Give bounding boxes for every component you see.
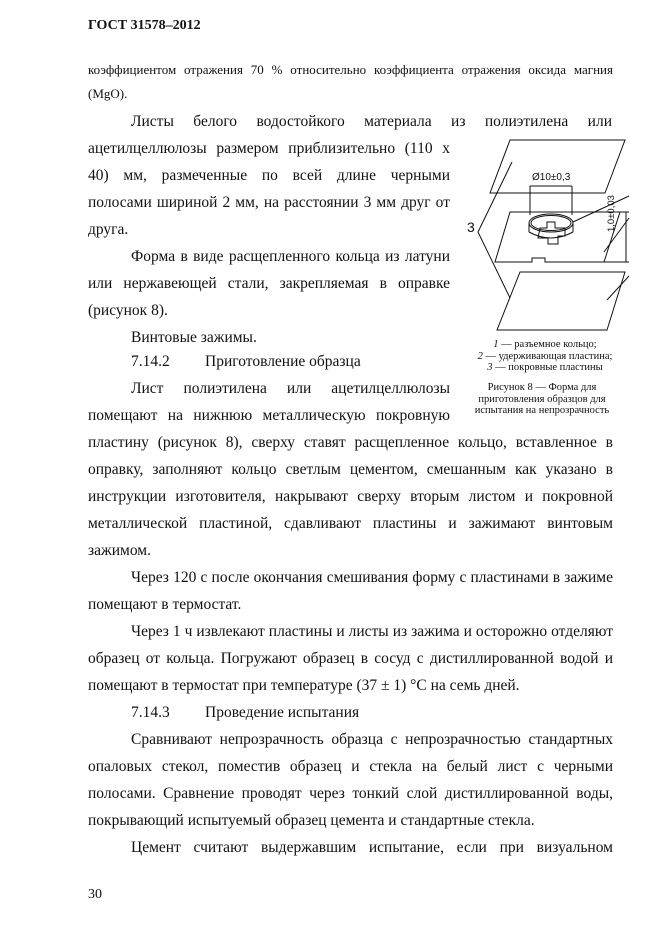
test-line-5: Цемент считают выдержавшим испытание, если при визуальном xyxy=(131,839,613,856)
clamps-line: Винтовые зажимы. xyxy=(131,329,257,346)
extract-line-1: Через 1 ч извлекают пластины и листы из зажима и осторожно отделяют xyxy=(131,623,613,640)
test-line-2: опаловых стекол, поместив образец и стекла на белый лист с черными xyxy=(88,758,613,775)
sheets-line-3: 40) мм, размеченные по всей длине черными xyxy=(88,167,450,184)
prep-line-1: Лист полиэтилена или ацетилцеллюлозы xyxy=(131,380,450,397)
prep-line-6: металлической пластиной, сдавливают пластины и зажимают винтовым xyxy=(88,515,613,532)
extract-line-2: образец от кольца. Погружают образец в сосуд с дистиллированной водой и xyxy=(88,650,613,667)
thermostat-line-2: помещают в термостат. xyxy=(88,596,242,613)
sheets-line-2: ацетилцеллюлозы размером приблизительно (110 х xyxy=(88,140,450,157)
thermostat-line-1: Через 120 с после окончания смешивания форму с пластинами в зажиме xyxy=(131,569,613,586)
extract-line-3: помещают в термостат при температуре (37 ± 1) °С на семь дней. xyxy=(88,677,520,694)
sheets-line-5: друга. xyxy=(88,221,129,238)
section-7-14-3-number: 7.14.3 xyxy=(131,704,170,721)
form-line-2: или нержавеющей стали, закрепляемая в оправке xyxy=(88,275,450,292)
ring-cutout xyxy=(538,222,565,244)
legend-item-3: 3 — покровные пластины xyxy=(487,362,603,373)
caption-line-3: испытания на непрозрачность xyxy=(474,405,610,416)
figure-caption xyxy=(462,382,622,417)
section-7-14-3-title: Проведение испытания xyxy=(205,704,360,721)
caption-line-2: приготовления образцов для xyxy=(478,393,606,405)
page-number: 30 xyxy=(88,887,102,902)
form-line-1: Форма в виде расщепленного кольца из латуни xyxy=(131,248,450,265)
figure-8-drawing xyxy=(462,132,661,342)
legend-item-1: 1 — разъемное кольцо; xyxy=(493,339,597,350)
test-line-1: Сравнивают непрозрачность образца с непрозрачностью стандартных xyxy=(131,731,613,748)
section-7-14-2-number: 7.14.2 xyxy=(131,353,170,370)
prep-line-3: пластину (рисунок 8), сверху ставят расщепленное кольцо, вставленное в xyxy=(88,434,613,451)
bottom-cover-plate xyxy=(497,272,625,330)
intro-line-1: коэффициентом отражения 70 % относительно коэффициента отражения оксида магния xyxy=(88,62,613,77)
legend-item-2: 2 — удерживающая пластина; xyxy=(477,350,613,362)
dim-thickness-label: 1,0±0,03 xyxy=(606,195,617,232)
test-line-4: покрывающий испытуемый образец цемента и стандартные стекла. xyxy=(88,812,535,829)
caption-line-1: Рисунок 8 — Форма для xyxy=(487,382,597,393)
standard-header: ГОСТ 31578–2012 xyxy=(88,18,201,33)
prep-line-4: оправку, заполняют кольцо светлым цементом, смешанным как указано в xyxy=(88,461,613,478)
section-7-14-2-title: Приготовление образца xyxy=(205,353,361,370)
callout-label-3: 3 xyxy=(467,219,475,235)
intro-line-2: (MgO). xyxy=(88,86,128,101)
prep-line-2: помещают на нижнюю металлическую покровную xyxy=(88,407,450,424)
prep-line-5: инструкции изготовителя, накрывают сверху вторым листом и покровной xyxy=(88,488,613,505)
sheets-line-1: Листы белого водостойкого материала из полиэтилена или xyxy=(131,113,612,130)
test-line-3: полосами. Сравнение проводят через тонкий слой дистиллированной воды, xyxy=(88,785,613,802)
form-line-3: (рисунок 8). xyxy=(88,302,168,319)
prep-line-7: зажимом. xyxy=(88,542,151,559)
dim-diameter-label: Ø10±0,3 xyxy=(532,172,571,183)
figure-legend xyxy=(470,339,620,374)
sheets-line-4: полосами шириной 2 мм, на расстоянии 3 мм друг от xyxy=(88,194,450,211)
split-ring-top xyxy=(529,214,573,232)
